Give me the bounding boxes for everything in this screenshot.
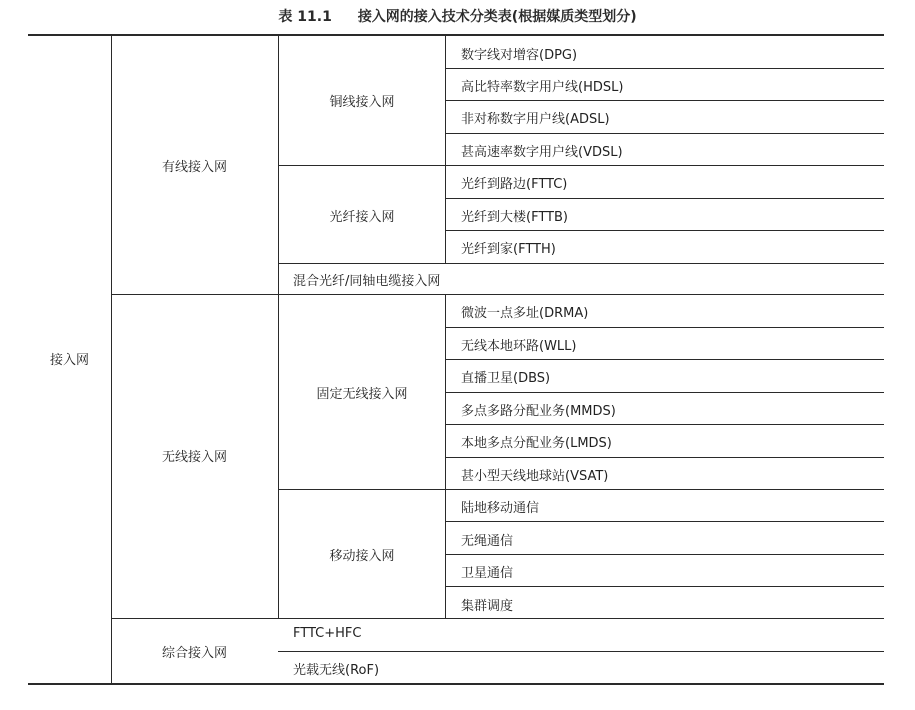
item-rule: [445, 68, 884, 69]
fixed-wireless-item-cell: 微波一点多址(DRMA): [461, 306, 589, 321]
fiber-item-cell: 光纤到家(FTTH): [461, 242, 556, 257]
mobile-item-cell: 卫星通信: [461, 566, 514, 581]
item-rule: [445, 198, 884, 199]
hybrid-fiber-coax-cell: 混合光纤/同轴电缆接入网: [293, 274, 441, 289]
copper-item-cell: 非对称数字用户线(ADSL): [461, 112, 610, 127]
mobile-access-cell: 移动接入网: [329, 549, 395, 564]
table-top-rule: [28, 34, 884, 36]
integrated-item-cell: FTTC+HFC: [293, 626, 362, 641]
item-rule: [445, 586, 884, 587]
integrated-access-cell: 综合接入网: [161, 646, 227, 661]
table-bottom-rule: [28, 683, 884, 685]
col-divider-1: [111, 35, 112, 684]
col-divider-3a: [445, 35, 446, 263]
rule-wireless-integrated: [111, 618, 884, 619]
table-number: 表 11.1: [278, 9, 332, 25]
mobile-item-cell: 集群调度: [461, 599, 514, 614]
rule-copper-fiber: [278, 165, 884, 166]
item-rule: [445, 359, 884, 360]
item-rule: [445, 424, 884, 425]
item-rule: [445, 230, 884, 231]
wireless-access-cell: 无线接入网: [161, 450, 227, 465]
fiber-item-cell: 光纤到路边(FTTC): [461, 177, 568, 192]
item-rule: [445, 100, 884, 101]
wired-access-cell: 有线接入网: [161, 160, 227, 175]
rule-fixed-mobile: [278, 489, 884, 490]
fixed-wireless-item-cell: 直播卫星(DBS): [461, 371, 551, 386]
fiber-item-cell: 光纤到大楼(FTTB): [461, 210, 568, 225]
fixed-wireless-item-cell: 多点多路分配业务(MMDS): [461, 404, 616, 419]
table-caption: [0, 6, 915, 26]
rule-wired-wireless: [111, 294, 884, 295]
fixed-wireless-item-cell: 本地多点分配业务(LMDS): [461, 436, 612, 451]
col-divider-2: [278, 35, 279, 618]
rule-fiber-hybrid: [278, 263, 884, 264]
copper-item-cell: 高比特率数字用户线(HDSL): [461, 80, 624, 95]
fixed-wireless-item-cell: 甚小型天线地球站(VSAT): [461, 469, 609, 484]
copper-access-cell: 铜线接入网: [329, 95, 395, 110]
item-rule: [445, 327, 884, 328]
mobile-item-cell: 陆地移动通信: [461, 501, 540, 516]
table-title: 接入网的接入技术分类表(根据媒质类型划分): [357, 9, 637, 25]
root-category-cell: 接入网: [49, 353, 89, 368]
copper-item-cell: 数字线对增容(DPG): [461, 48, 578, 63]
copper-item-cell: 甚高速率数字用户线(VDSL): [461, 145, 623, 160]
item-rule: [445, 554, 884, 555]
item-rule: [445, 521, 884, 522]
integrated-item-cell: 光载无线(RoF): [293, 663, 380, 678]
rule-integrated-mid: [278, 651, 884, 652]
item-rule: [445, 457, 884, 458]
fixed-wireless-cell: 固定无线接入网: [316, 387, 408, 402]
item-rule: [445, 392, 884, 393]
fixed-wireless-item-cell: 无线本地环路(WLL): [461, 339, 577, 354]
mobile-item-cell: 无绳通信: [461, 534, 514, 549]
fiber-access-cell: 光纤接入网: [329, 210, 395, 225]
item-rule: [445, 133, 884, 134]
